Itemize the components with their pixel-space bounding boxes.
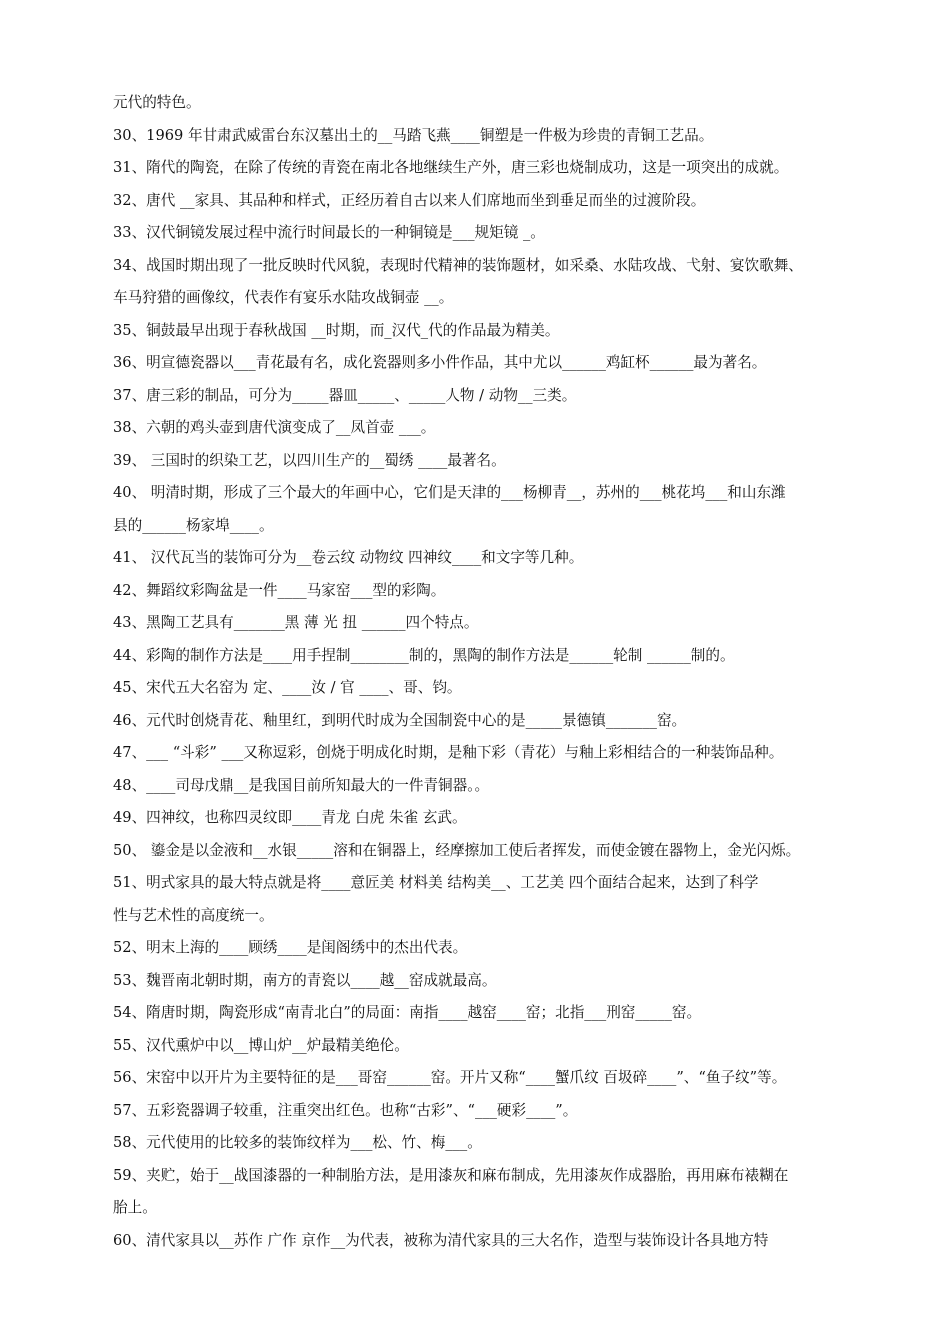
text-line: 39、 三国时的织染工艺，以四川生产的__蜀绣 ____最著名。: [113, 451, 506, 469]
text-line: 33、汉代铜镜发展过程中流行时间最长的一种铜镜是___规矩镜 _。: [113, 224, 545, 241]
text-line: 胎上。: [113, 1199, 157, 1216]
text-line: 52、明末上海的____顾绣____是闺阁绣中的杰出代表。: [113, 939, 468, 956]
text-line: 49、四神纹，也称四灵纹即____青龙 白虎 朱雀 玄武。: [113, 809, 467, 826]
text-line: 58、元代使用的比较多的装饰纹样为___松、竹、梅___。: [113, 1134, 482, 1151]
text-line: 36、明宣德瓷器以___青花最有名，成化瓷器则多小件作品，其中尤以______鸡缸杯______最为著名。: [113, 354, 767, 371]
text-line: 50、 鎏金是以金液和__水银_____溶和在铜器上，经摩擦加工使后者挥发，而使金镀在器物上，金光闪烁。: [113, 841, 801, 859]
text-line: 40、 明清时期，形成了三个最大的年画中心，它们是天津的___杨柳青__，苏州的___桃花坞___和山东潍: [113, 484, 786, 501]
text-line: 57、五彩瓷器调子较重，注重突出红色。也称“古彩”、“___硬彩____”。: [113, 1101, 578, 1119]
text-line: 35、铜鼓最早出现于春秋战国 __时期，而_汉代_代的作品最为精美。: [113, 321, 560, 339]
text-line: 55、汉代熏炉中以__博山炉__炉最精美绝伦。: [113, 1036, 409, 1054]
text-line: 54、隋唐时期，陶瓷形成“南青北白”的局面：南指____越窑____窑；北指___刑窑_____窑。: [113, 1004, 702, 1021]
text-line: 县的______杨家埠____。: [113, 516, 274, 534]
text-line: 34、战国时期出现了一批反映时代风貌，表现时代精神的装饰题材，如采桑、水陆攻战、弋射、宴饮歌舞、: [113, 256, 803, 274]
text-line: 60、清代家具以__苏作 广作 京作__为代表，被称为清代家具的三大名作，造型与装饰设计各具地方特: [113, 1231, 769, 1249]
text-line: 56、宋窑中以开片为主要特征的是___哥窑______窑。开片又称“____蟹爪纹 百圾碎____”、“鱼子纹”等。: [113, 1069, 787, 1086]
text-line: 48、____司母戊鼎__是我国目前所知最大的一件青铜器。。: [113, 776, 490, 794]
text-line: 51、明式家具的最大特点就是将____意匠美 材料美 结构美__、工艺美 四个面结合起来，达到了科学: [113, 874, 759, 891]
text-line: 38、六朝的鸡头壶到唐代演变成了__凤首壶 ___。: [113, 419, 436, 436]
text-line: 30、1969 年甘肃武威雷台东汉墓出土的__马踏飞燕____铜塑是一件极为珍贵的青铜工艺品。: [113, 126, 714, 144]
text-line: 45、宋代五大名窑为 定、____汝 / 官 ____、哥、钧。: [113, 679, 462, 696]
document-page: [113, 87, 883, 1257]
text-line: 53、魏晋南北朝时期，南方的青瓷以____越__窑成就最高。: [113, 971, 497, 989]
text-line: 32、唐代 __家具、其品种和样式，正经历着自古以来人们席地而坐到垂足而坐的过渡阶段。: [113, 191, 706, 209]
text-line: 31、隋代的陶瓷，在除了传统的青瓷在南北各地继续生产外，唐三彩也烧制成功，这是一项突出的成就。: [113, 159, 789, 176]
text-line: 41、 汉代瓦当的装饰可分为__卷云纹 动物纹 四神纹____和文字等几种。: [113, 549, 584, 566]
text-line: 元代的特色。: [113, 94, 201, 111]
text-line: 性与艺术性的高度统一。: [113, 906, 274, 924]
text-line: 43、黑陶工艺具有_______黑 薄 光 扭 ______四个特点。: [113, 614, 479, 631]
text-line: 44、彩陶的制作方法是____用手捏制________制的，黑陶的制作方法是______轮制 ______制的。: [113, 646, 735, 664]
text-line: 37、唐三彩的制品，可分为_____器皿_____、_____人物 / 动物__三类。: [113, 386, 577, 404]
text-line: 59、夹贮，始于__战国漆器的一种制胎方法，是用漆灰和麻布制成，先用漆灰作成器胎，再用麻布裱糊在: [113, 1166, 789, 1184]
text-line: 车马狩猎的画像纹，代表作有宴乐水陆攻战铜壶 __。: [113, 289, 454, 306]
text-line: 47、___ “斗彩” ___又称逗彩，创烧于明成化时期，是釉下彩（青花）与釉上彩相结合的一种装饰品种。: [113, 744, 784, 761]
text-line: 46、元代时创烧青花、釉里红，到明代时成为全国制瓷中心的是_____景德镇_______窑。: [113, 711, 687, 729]
text-line: 42、舞蹈纹彩陶盆是一件____马家窑___型的彩陶。: [113, 581, 446, 599]
